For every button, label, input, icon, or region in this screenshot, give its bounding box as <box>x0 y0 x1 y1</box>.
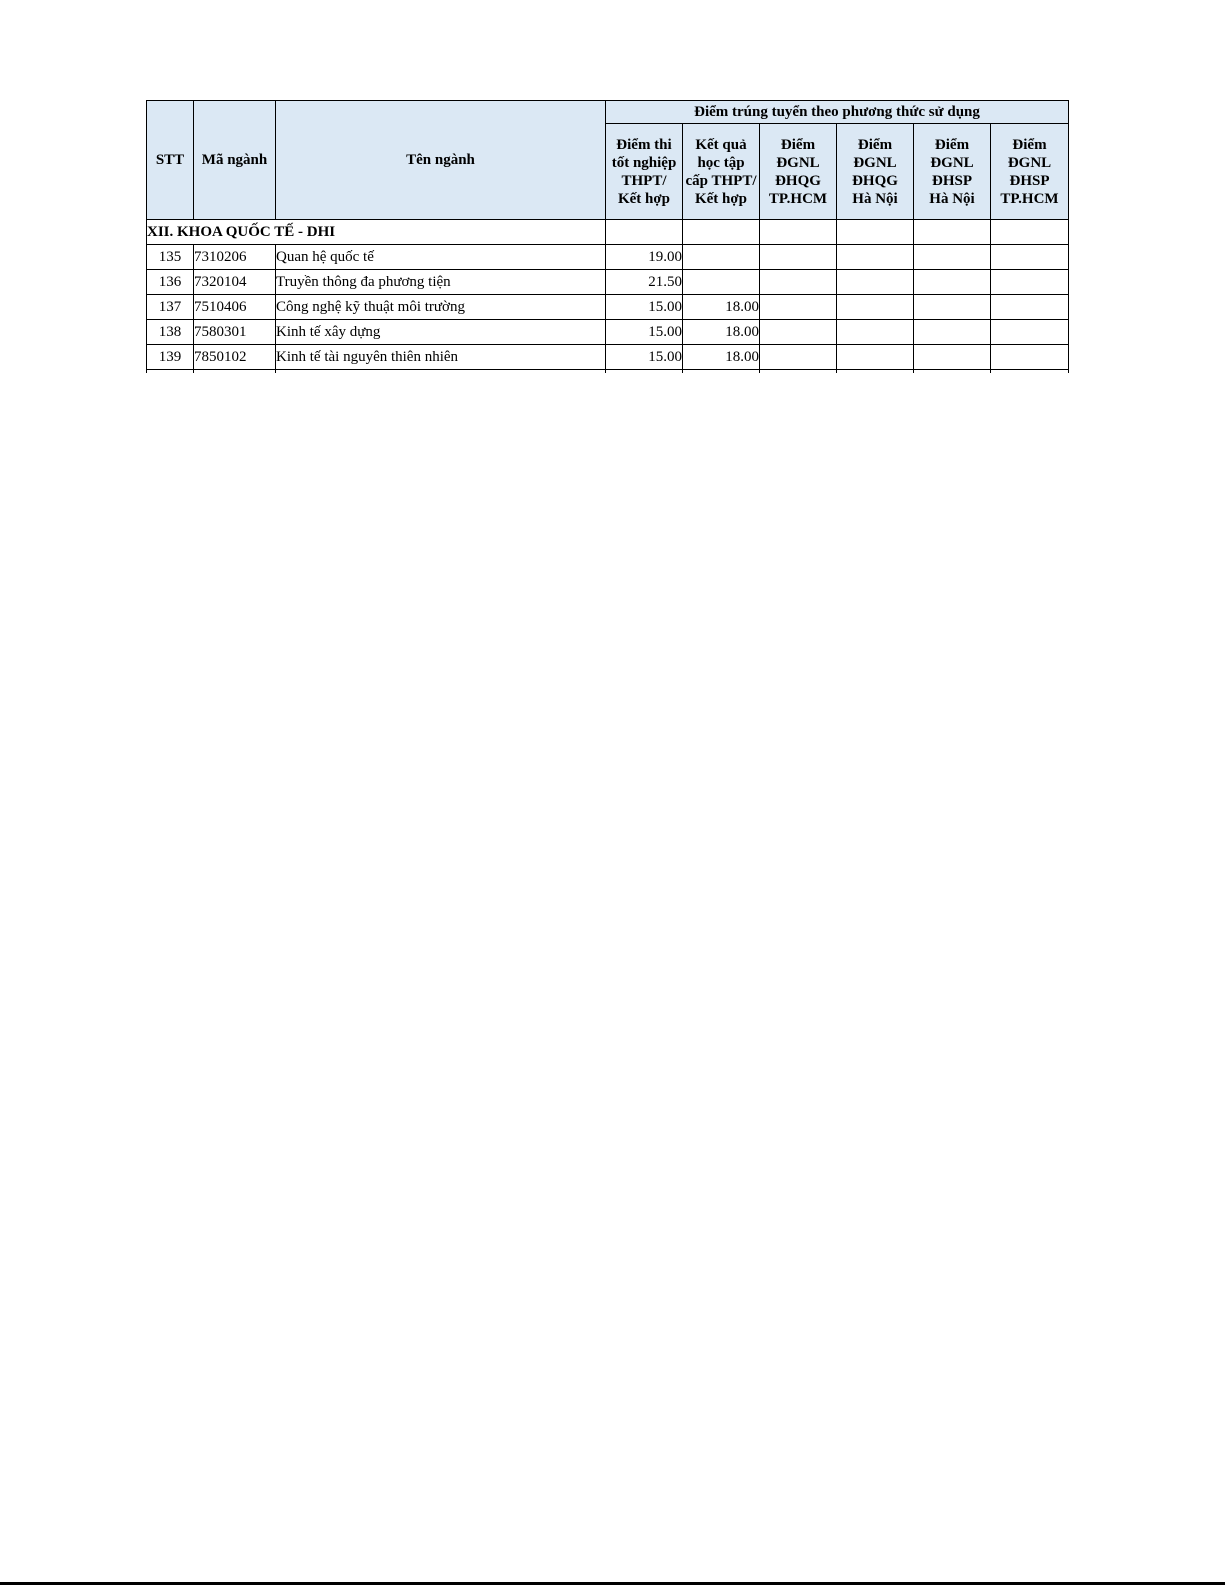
table-row <box>147 345 1069 370</box>
score-dgnl-dhqg-hcm <box>760 270 837 295</box>
row-name: Kinh tế xây dựng <box>276 320 606 345</box>
score-dgnl-dhqg-hn <box>837 345 914 370</box>
header-method-hoc-ba: Kết quả học tập cấp THPT/ Kết hợp <box>683 124 760 220</box>
score-dgnl-dhqg-hcm <box>760 345 837 370</box>
section-title: XII. KHOA QUỐC TẾ - DHI <box>147 220 606 245</box>
score-hoc-ba: 18.00 <box>683 320 760 345</box>
table-row <box>147 320 1069 345</box>
score-hoc-ba <box>683 270 760 295</box>
header-method-dgnl-dhsp-hn: Điểm ĐGNL ĐHSP Hà Nội <box>914 124 991 220</box>
row-stt: 139 <box>147 345 194 370</box>
empty-cell <box>914 220 991 245</box>
score-dgnl-dhqg-hcm <box>760 245 837 270</box>
empty-cell <box>760 370 837 374</box>
score-dgnl-dhqg-hn <box>837 320 914 345</box>
score-dgnl-dhqg-hcm <box>760 320 837 345</box>
empty-cell <box>276 370 606 374</box>
empty-cell <box>991 370 1069 374</box>
score-thpt: 15.00 <box>606 295 683 320</box>
header-method-dgnl-dhsp-hcm: Điểm ĐGNL ĐHSP TP.HCM <box>991 124 1069 220</box>
row-name: Quan hệ quốc tế <box>276 245 606 270</box>
row-stt: 138 <box>147 320 194 345</box>
score-dgnl-dhsp-hcm <box>991 320 1069 345</box>
row-code: 7510406 <box>194 295 276 320</box>
row-code: 7320104 <box>194 270 276 295</box>
score-dgnl-dhsp-hn <box>914 295 991 320</box>
score-dgnl-dhsp-hn <box>914 320 991 345</box>
table-row <box>147 295 1069 320</box>
score-hoc-ba: 18.00 <box>683 345 760 370</box>
score-thpt: 15.00 <box>606 345 683 370</box>
score-hoc-ba: 18.00 <box>683 295 760 320</box>
empty-cell <box>683 370 760 374</box>
row-name: Công nghệ kỹ thuật môi trường <box>276 295 606 320</box>
empty-cell <box>147 370 194 374</box>
row-stt: 137 <box>147 295 194 320</box>
row-code: 7310206 <box>194 245 276 270</box>
truncated-row <box>147 370 1069 374</box>
score-dgnl-dhsp-hcm <box>991 295 1069 320</box>
score-thpt: 21.50 <box>606 270 683 295</box>
score-dgnl-dhqg-hn <box>837 295 914 320</box>
empty-cell <box>991 220 1069 245</box>
row-code: 7580301 <box>194 320 276 345</box>
score-dgnl-dhsp-hcm <box>991 270 1069 295</box>
score-dgnl-dhsp-hn <box>914 345 991 370</box>
score-dgnl-dhqg-hn <box>837 270 914 295</box>
row-name: Kinh tế tài nguyên thiên nhiên <box>276 345 606 370</box>
score-dgnl-dhqg-hcm <box>760 295 837 320</box>
empty-cell <box>837 370 914 374</box>
header-code: Mã ngành <box>194 101 276 220</box>
empty-cell <box>606 370 683 374</box>
score-dgnl-dhsp-hn <box>914 245 991 270</box>
header-method-dgnl-dhqg-hcm: Điểm ĐGNL ĐHQG TP.HCM <box>760 124 837 220</box>
empty-cell <box>914 370 991 374</box>
empty-cell <box>837 220 914 245</box>
row-stt: 135 <box>147 245 194 270</box>
empty-cell <box>194 370 276 374</box>
header-method-dgnl-dhqg-hn: Điểm ĐGNL ĐHQG Hà Nội <box>837 124 914 220</box>
score-dgnl-dhsp-hn <box>914 270 991 295</box>
row-stt: 136 <box>147 270 194 295</box>
header-method-group: Điểm trúng tuyển theo phương thức sử dụng <box>606 101 1069 124</box>
score-dgnl-dhsp-hcm <box>991 345 1069 370</box>
table-row <box>147 270 1069 295</box>
header-name: Tên ngành <box>276 101 606 220</box>
score-dgnl-dhsp-hcm <box>991 245 1069 270</box>
table-body <box>147 220 1069 374</box>
header-stt: STT <box>147 101 194 220</box>
score-hoc-ba <box>683 245 760 270</box>
row-name: Truyền thông đa phương tiện <box>276 270 606 295</box>
score-dgnl-dhqg-hn <box>837 245 914 270</box>
header-method-thpt: Điểm thi tốt nghiệp THPT/ Kết hợp <box>606 124 683 220</box>
row-code: 7850102 <box>194 345 276 370</box>
section-row <box>147 220 1069 245</box>
empty-cell <box>606 220 683 245</box>
empty-cell <box>683 220 760 245</box>
score-thpt: 15.00 <box>606 320 683 345</box>
table-header <box>147 101 1069 220</box>
table-row <box>147 245 1069 270</box>
score-thpt: 19.00 <box>606 245 683 270</box>
empty-cell <box>760 220 837 245</box>
admission-scores-table <box>146 100 1069 373</box>
